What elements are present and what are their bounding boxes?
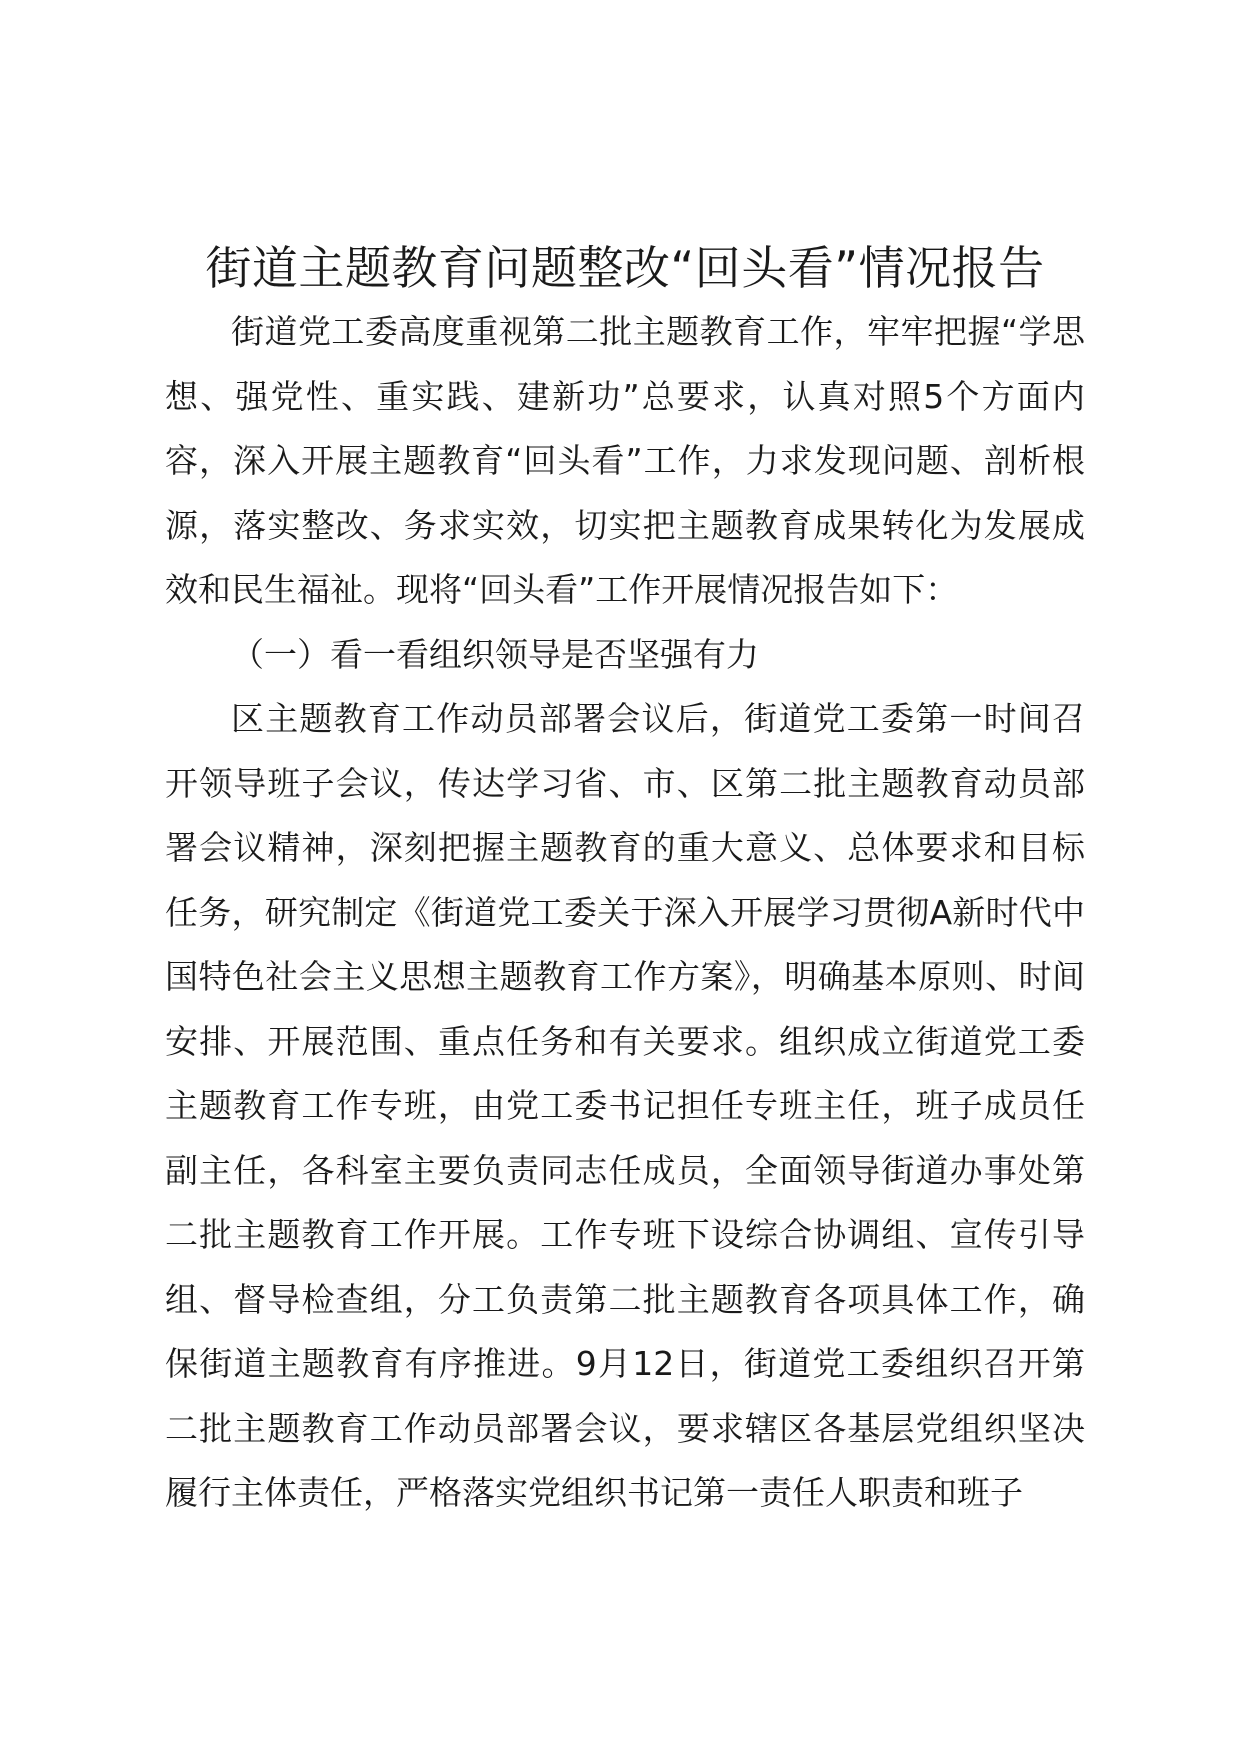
document-body [165, 236, 1085, 1526]
intro-paragraph: 街道党工委高度重视第二批主题教育工作，牢牢把握“学思想、强党性、重实践、建新功”总要求，认真对照5个方面内容，深入开展主题教育“回头看”工作，力求发现问题、剖析根源，落实整改、务求实效，切实把主题教育成果转化为发展成效和民生福祉。现将“回头看”工作开展情况报告如下： [165, 312, 1085, 609]
document-title: 街道主题教育问题整改“回头看”情况报告 [205, 241, 1045, 295]
section-paragraph: 区主题教育工作动员部署会议后，街道党工委第一时间召开领导班子会议，传达学习省、市、区第二批主题教育动员部署会议精神，深刻把握主题教育的重大意义、总体要求和目标任务，研究制定《街道党工委关于深入开展学习贯彻A新时代中国特色社会主义思想主题教育工作方案》，明确基本原则、时间安排、开展范围、重点任务和有关要求。组织成立街道党工委主题教育工作专班，由党工委书记担任专班主任，班子成员任副主任，各科室主要负责同志任成员，全面领导街道办事处第二批主题教育工作开展。工作专班下设综合协调组、宣传引导组、督导检查组，分工负责第二批主题教育各项具体工作，确保街道主题教育有序推进。9月12日，街道党工委组织召开第二批主题教育工作动员部署会议，要求辖区各基层党组织坚决履行主体责任，严格落实党组织书记第一责任人职责和班子 [165, 699, 1085, 1512]
section-heading: （一）看一看组织领导是否坚强有力 [231, 634, 759, 674]
